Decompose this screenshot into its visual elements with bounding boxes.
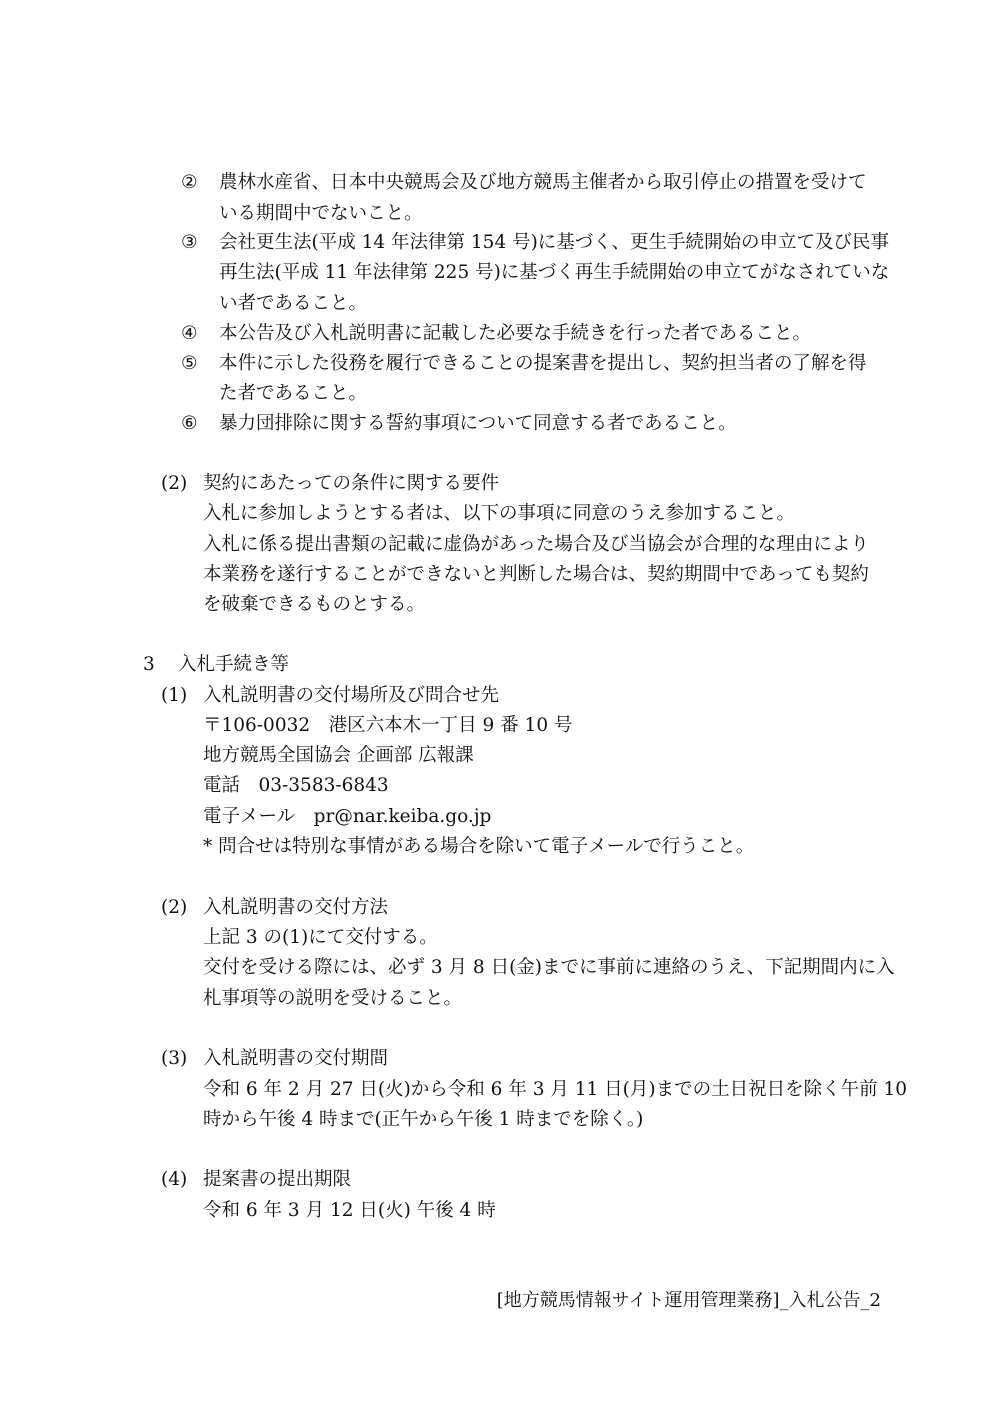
postal-address: 〒106-0032 港区六本木一丁目 9 番 10 号 bbox=[203, 715, 573, 736]
item-text-line: 再生法(平成 11 年法律第 225 号)に基づく再生手続開始の申立てがなされていな bbox=[219, 262, 890, 283]
section-marker: 3 bbox=[143, 654, 155, 675]
phone: 電話 03-3583-6843 bbox=[203, 775, 389, 796]
subsection-heading: 入札説明書の交付期間 bbox=[203, 1048, 389, 1069]
item-text-line: 暴力団排除に関する誓約事項について同意する者であること。 bbox=[219, 413, 737, 434]
subsection-marker: (3) bbox=[161, 1048, 188, 1069]
paragraph-line: 上記 3 の(1)にて交付する。 bbox=[203, 927, 438, 948]
item-marker: ④ bbox=[181, 323, 198, 344]
section-heading: 契約にあたっての条件に関する要件 bbox=[203, 473, 500, 494]
paragraph-line: を破棄できるものとする。 bbox=[203, 594, 426, 615]
item-marker: ⑤ bbox=[181, 353, 198, 374]
item-text-line: 本公告及び入札説明書に記載した必要な手続きを行った者であること。 bbox=[219, 323, 812, 344]
item-text-line: た者であること。 bbox=[219, 383, 368, 404]
section-marker: (2) bbox=[161, 473, 188, 494]
item-text-line: 本件に示した役務を履行できることの提案書を提出し、契約担当者の了解を得 bbox=[219, 353, 867, 374]
paragraph-line: 入札に参加しようとする者は、以下の事項に同意のうえ参加すること。 bbox=[203, 503, 796, 524]
item-text-line: 農林水産省、日本中央競馬会及び地方競馬主催者から取引停止の措置を受けて bbox=[219, 172, 867, 193]
subsection-marker: (1) bbox=[161, 685, 188, 706]
item-text-line: 会社更生法(平成 14 年法律第 154 号)に基づく、更生手続開始の申立て及び民事 bbox=[219, 232, 889, 253]
subsection-heading: 入札説明書の交付場所及び問合せ先 bbox=[203, 685, 500, 706]
paragraph-line: 令和 6 年 2 月 27 日(火)から令和 6 年 3 月 11 日(月)までの土日祝日を除く午前 10 bbox=[203, 1079, 908, 1100]
subsection-marker: (2) bbox=[161, 897, 188, 918]
organization: 地方競馬全国協会 企画部 広報課 bbox=[203, 745, 474, 766]
paragraph-line: 入札に係る提出書類の記載に虚偽があった場合及び当協会が合理的な理由により bbox=[203, 534, 869, 555]
paragraph-line: 交付を受ける際には、必ず 3 月 8 日(金)までに事前に連絡のうえ、下記期間内に入 bbox=[203, 957, 895, 978]
subsection-heading: 提案書の提出期限 bbox=[203, 1169, 352, 1190]
subsection-heading: 入札説明書の交付方法 bbox=[203, 897, 389, 918]
paragraph-line: 時から午後 4 時まで(正午から午後 1 時までを除く。) bbox=[203, 1109, 644, 1130]
email: 電子メール pr@nar.keiba.go.jp bbox=[203, 806, 492, 827]
subsection-marker: (4) bbox=[161, 1169, 188, 1190]
paragraph-line: 本業務を遂行することができないと判断した場合は、契約期間中であっても契約 bbox=[203, 564, 869, 585]
item-text-line: いる期間中でないこと。 bbox=[219, 203, 423, 224]
item-marker: ③ bbox=[181, 232, 198, 253]
paragraph-line: 札事項等の説明を受けること。 bbox=[203, 988, 463, 1009]
item-marker: ⑥ bbox=[181, 413, 198, 434]
note: * 問合せは特別な事情がある場合を除いて電子メールで行うこと。 bbox=[203, 836, 755, 857]
item-marker: ② bbox=[181, 172, 198, 193]
item-text-line: い者であること。 bbox=[219, 293, 368, 314]
page-footer: [地方競馬情報サイト運用管理業務]_入札公告_2 bbox=[496, 1290, 881, 1311]
section-heading: 入札手続き等 bbox=[178, 654, 290, 675]
paragraph-line: 令和 6 年 3 月 12 日(火) 午後 4 時 bbox=[203, 1200, 496, 1221]
